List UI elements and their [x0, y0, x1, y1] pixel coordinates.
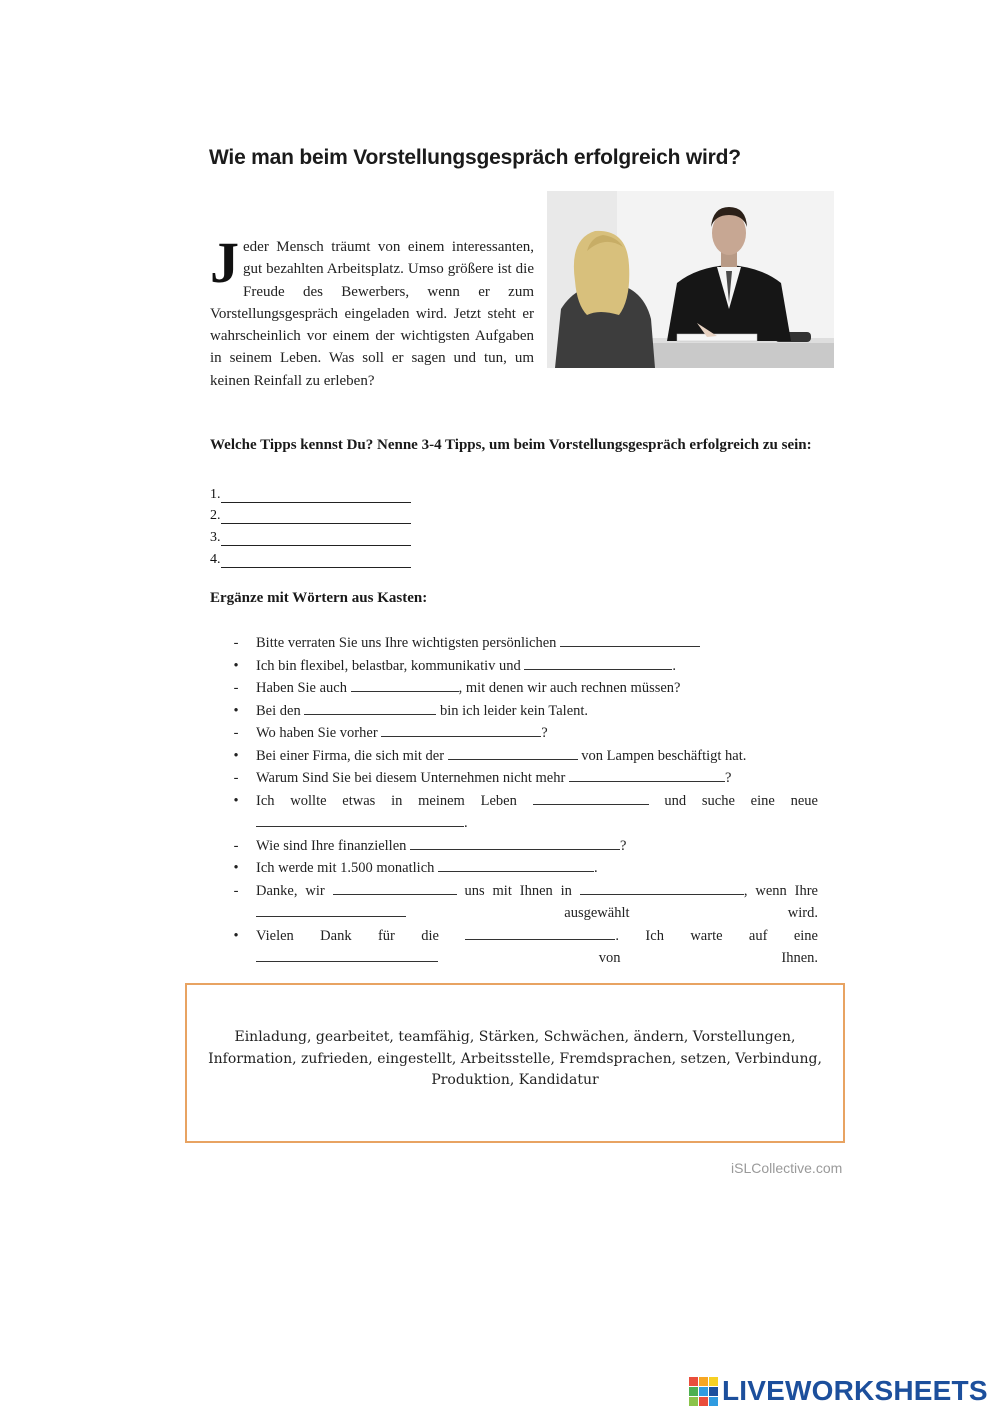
job-interview-photo	[547, 191, 834, 368]
logo-tile	[699, 1387, 708, 1396]
sentence-text: , wenn Ihre	[743, 882, 818, 899]
word-box-text: Einladung, gearbeitet, teamfähig, Stärken, Schwächen, ändern, Vorstellungen, Information, zufrieden, eingestellt, Arbeitsstelle, Fremdsprachen, setzen, Verbindung, Produktion, Kandidatur	[208, 1029, 822, 1088]
watermark: iSLCollective.com	[731, 1160, 843, 1176]
list-marker: •	[233, 860, 239, 876]
sentence-text: , mit denen wir auch rechnen müssen?	[458, 680, 681, 696]
sentence-text: Ich werde mit 1.500 monatlich	[256, 860, 439, 876]
fill-blank[interactable]	[410, 835, 620, 850]
exercise-item	[230, 632, 818, 655]
sentence-text: .	[464, 815, 468, 831]
list-marker: •	[233, 657, 239, 674]
tip-answer-line[interactable]	[221, 531, 411, 546]
exercise-item	[230, 857, 818, 880]
liveworksheets-logo-icon	[689, 1377, 718, 1406]
logo-tile	[689, 1387, 698, 1396]
exercise-item	[230, 925, 818, 970]
intro-text: eder Mensch träumt von einem interessanten, gut bezahlten Arbeitsplatz. Umso größere ist die Freude des Bewerbers, wenn er zum Vorstellungsgespräch eingeladen wird. Jetzt steht er wahrscheinlich vor einem der wichtigsten Aufgaben in seinem Leben. Was soll er sagen und tun, um keinen Reinfall zu erleben?	[210, 239, 534, 389]
tip-answer-line[interactable]	[221, 509, 411, 524]
intro-paragraph	[210, 230, 534, 392]
tip-number: 4.	[210, 551, 221, 567]
sentence-text: bin ich leider kein Talent.	[436, 702, 589, 719]
fill-blank[interactable]	[351, 677, 459, 692]
list-marker: •	[233, 927, 239, 944]
list-marker: -	[233, 837, 239, 854]
list-marker: -	[233, 680, 239, 696]
list-marker: •	[233, 792, 239, 809]
fill-blank[interactable]	[465, 925, 615, 940]
logo-tile	[709, 1377, 718, 1386]
tip-number: 3.	[210, 530, 221, 546]
sentence-text: ausgewählt wird.	[406, 905, 818, 921]
fill-blank[interactable]	[256, 947, 438, 962]
sentence-text: Bei den	[256, 702, 305, 719]
fill-blank[interactable]	[256, 902, 406, 917]
list-marker: -	[233, 635, 239, 651]
sentence-text: Haben Sie auch	[256, 680, 351, 696]
exercise-item	[230, 745, 818, 768]
exercise-heading: Ergänze mit Wörtern aus Kasten:	[210, 590, 428, 606]
sentence-text: Bei einer Firma, die sich mit der	[256, 747, 448, 764]
photo-illustration	[547, 191, 834, 368]
sentence-text: Danke, wir	[256, 882, 333, 899]
fill-blank[interactable]	[569, 767, 725, 782]
sentence-text: Wo haben Sie vorher	[256, 725, 382, 741]
fill-blank[interactable]	[438, 857, 594, 872]
exercise-item	[230, 722, 818, 745]
exercise-item	[230, 767, 818, 790]
tips-question: Welche Tipps kennst Du? Nenne 3-4 Tipps, um beim Vorstellungsgespräch erfolgreich zu sein:	[210, 437, 812, 453]
tip-row	[210, 524, 411, 546]
list-marker: •	[233, 702, 239, 719]
list-marker: -	[233, 882, 239, 899]
fill-blank[interactable]	[524, 655, 672, 670]
exercise-item	[230, 655, 818, 678]
tip-number: 1.	[210, 486, 221, 502]
sentence-text: Ich wollte etwas in meinem Leben	[256, 792, 533, 809]
sentence-text: von Lampen beschäftigt hat.	[577, 747, 747, 764]
sentence-text: uns mit Ihnen in	[456, 882, 580, 899]
drop-cap: J	[210, 230, 239, 295]
fill-blank[interactable]	[533, 790, 649, 805]
brand-logo[interactable]	[689, 1375, 988, 1407]
sentence-text: .	[672, 657, 677, 674]
sentence-text: Vielen Dank für die	[256, 927, 466, 944]
sentence-text: Warum Sind Sie bei diesem Unternehmen nicht mehr	[256, 770, 569, 786]
sentence-text: .	[594, 860, 598, 876]
fill-blank[interactable]	[304, 700, 436, 715]
fill-blank[interactable]	[580, 880, 744, 895]
brand-name: LIVEWORKSHEETS	[722, 1375, 988, 1406]
tip-row	[210, 481, 411, 503]
sentence-text: und suche eine neue	[648, 792, 818, 809]
logo-tile	[709, 1387, 718, 1396]
fill-blank[interactable]	[256, 812, 464, 827]
tip-answer-line[interactable]	[221, 553, 411, 568]
exercise-item	[230, 880, 818, 925]
sentence-text: von Ihnen.	[438, 950, 818, 966]
sentence-text: Ich bin flexibel, belastbar, kommunikativ und	[256, 657, 525, 674]
sentence-text: . Ich warte auf eine	[615, 927, 818, 944]
sentence-text: ?	[724, 770, 732, 786]
exercise-list	[230, 632, 818, 970]
exercise-item	[230, 790, 818, 835]
list-marker: •	[233, 747, 239, 764]
logo-tile	[689, 1397, 698, 1406]
fill-blank[interactable]	[381, 722, 541, 737]
logo-tile	[709, 1397, 718, 1406]
logo-tile	[699, 1377, 708, 1386]
logo-tile	[689, 1377, 698, 1386]
tip-number: 2.	[210, 508, 221, 524]
sentence-text: Wie sind Ihre finanziellen	[256, 837, 411, 854]
list-marker: -	[233, 770, 239, 786]
word-box	[185, 983, 845, 1143]
fill-blank[interactable]	[448, 745, 578, 760]
tip-answer-line[interactable]	[221, 488, 411, 503]
exercise-item	[230, 677, 818, 700]
exercise-item	[230, 835, 818, 858]
exercise-item	[230, 700, 818, 723]
sentence-text: Bitte verraten Sie uns Ihre wichtigsten persönlichen	[256, 635, 561, 651]
sentence-text: ?	[541, 725, 548, 741]
logo-tile	[699, 1397, 708, 1406]
tips-list	[210, 481, 411, 568]
tip-row	[210, 503, 411, 525]
fill-blank[interactable]	[560, 632, 700, 647]
list-marker: -	[233, 725, 239, 741]
tip-row	[210, 546, 411, 568]
page-title: Wie man beim Vorstellungsgespräch erfolgreich wird?	[209, 146, 741, 169]
sentence-text: ?	[620, 837, 627, 854]
fill-blank[interactable]	[333, 880, 457, 895]
